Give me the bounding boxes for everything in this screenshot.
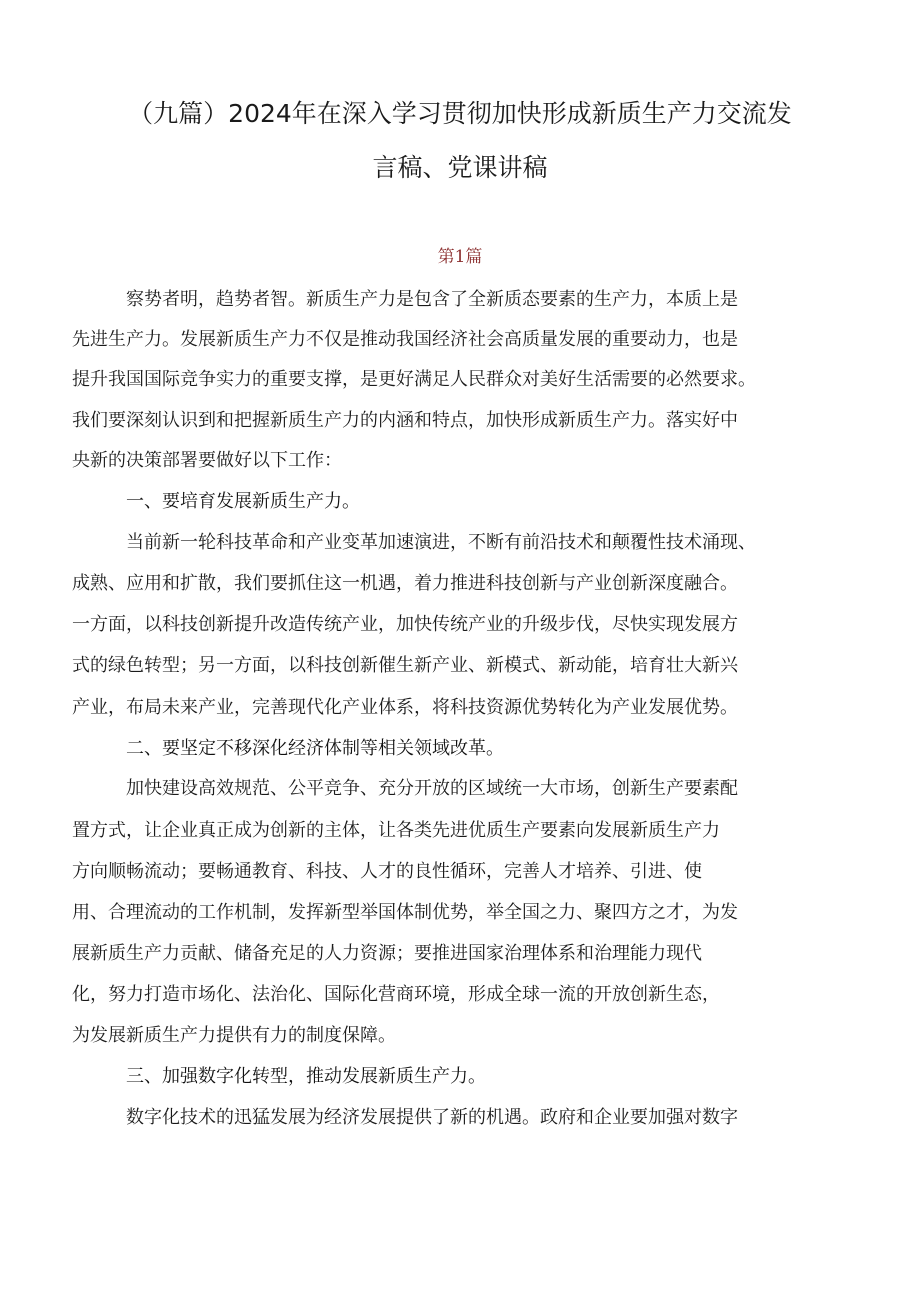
- paragraph-line: 一方面，以科技创新提升改造传统产业，加快传统产业的升级步伐，尽快实现发展方: [72, 614, 738, 635]
- paragraph-line: 数字化技术的迅猛发展为经济发展提供了新的机遇。政府和企业要加强对数字: [126, 1107, 738, 1128]
- paragraph-line: 察势者明，趋势者智。新质生产力是包含了全新质态要素的生产力，本质上是: [126, 289, 738, 310]
- paragraph-line: 产业，布局未来产业，完善现代化产业体系，将科技资源优势转化为产业发展优势。: [72, 697, 738, 718]
- paragraph-line: 成熟、应用和扩散，我们要抓住这一机遇，着力推进科技创新与产业创新深度融合。: [72, 573, 738, 594]
- paragraph-line: 化，努力打造市场化、法治化、国际化营商环境，形成全球一流的开放创新生态，: [72, 984, 720, 1005]
- paragraph-line: 展新质生产力贡献、储备充足的人力资源；要推进国家治理体系和治理能力现代: [72, 943, 702, 964]
- paragraph-line: 加快建设高效规范、公平竞争、充分开放的区域统一大市场，创新生产要素配: [126, 778, 738, 799]
- paragraph-line: 置方式，让企业真正成为创新的主体，让各类先进优质生产要素向发展新质生产力: [72, 820, 720, 841]
- paragraph-line: 先进生产力。发展新质生产力不仅是推动我国经济社会高质量发展的重要动力，也是: [72, 329, 738, 350]
- paragraph-line: 央新的决策部署要做好以下工作：: [72, 450, 342, 471]
- paragraph-line: 提升我国国际竞争实力的重要支撑，是更好满足人民群众对美好生活需要的必然要求。: [72, 369, 756, 390]
- section-heading-2: 二、要坚定不移深化经济体制等相关领域改革。: [126, 738, 504, 759]
- paragraph-line: 当前新一轮科技革命和产业变革加速演进，不断有前沿技术和颠覆性技术涌现、: [126, 532, 756, 553]
- paragraph-line: 我们要深刻认识到和把握新质生产力的内涵和特点，加快形成新质生产力。落实好中: [72, 410, 738, 431]
- document-title-line-2: 言稿、党课讲稿: [372, 153, 548, 182]
- paragraph-line: 用、合理流动的工作机制，发挥新型举国体制优势，举全国之力、聚四方之才，为发: [72, 902, 738, 923]
- section-heading-1: 一、要培育发展新质生产力。: [126, 491, 360, 512]
- section-heading-3: 三、加强数字化转型，推动发展新质生产力。: [126, 1066, 486, 1087]
- paragraph-line: 式的绿色转型；另一方面，以科技创新催生新产业、新模式、新动能，培育壮大新兴: [72, 655, 738, 676]
- section-label: 第1篇: [437, 247, 483, 267]
- document-title-line-1: （九篇）2024年在深入学习贯彻加快形成新质生产力交流发: [128, 99, 792, 128]
- paragraph-line: 方向顺畅流动；要畅通教育、科技、人才的良性循环，完善人才培养、引进、使: [72, 861, 702, 882]
- paragraph-line: 为发展新质生产力提供有力的制度保障。: [72, 1025, 396, 1046]
